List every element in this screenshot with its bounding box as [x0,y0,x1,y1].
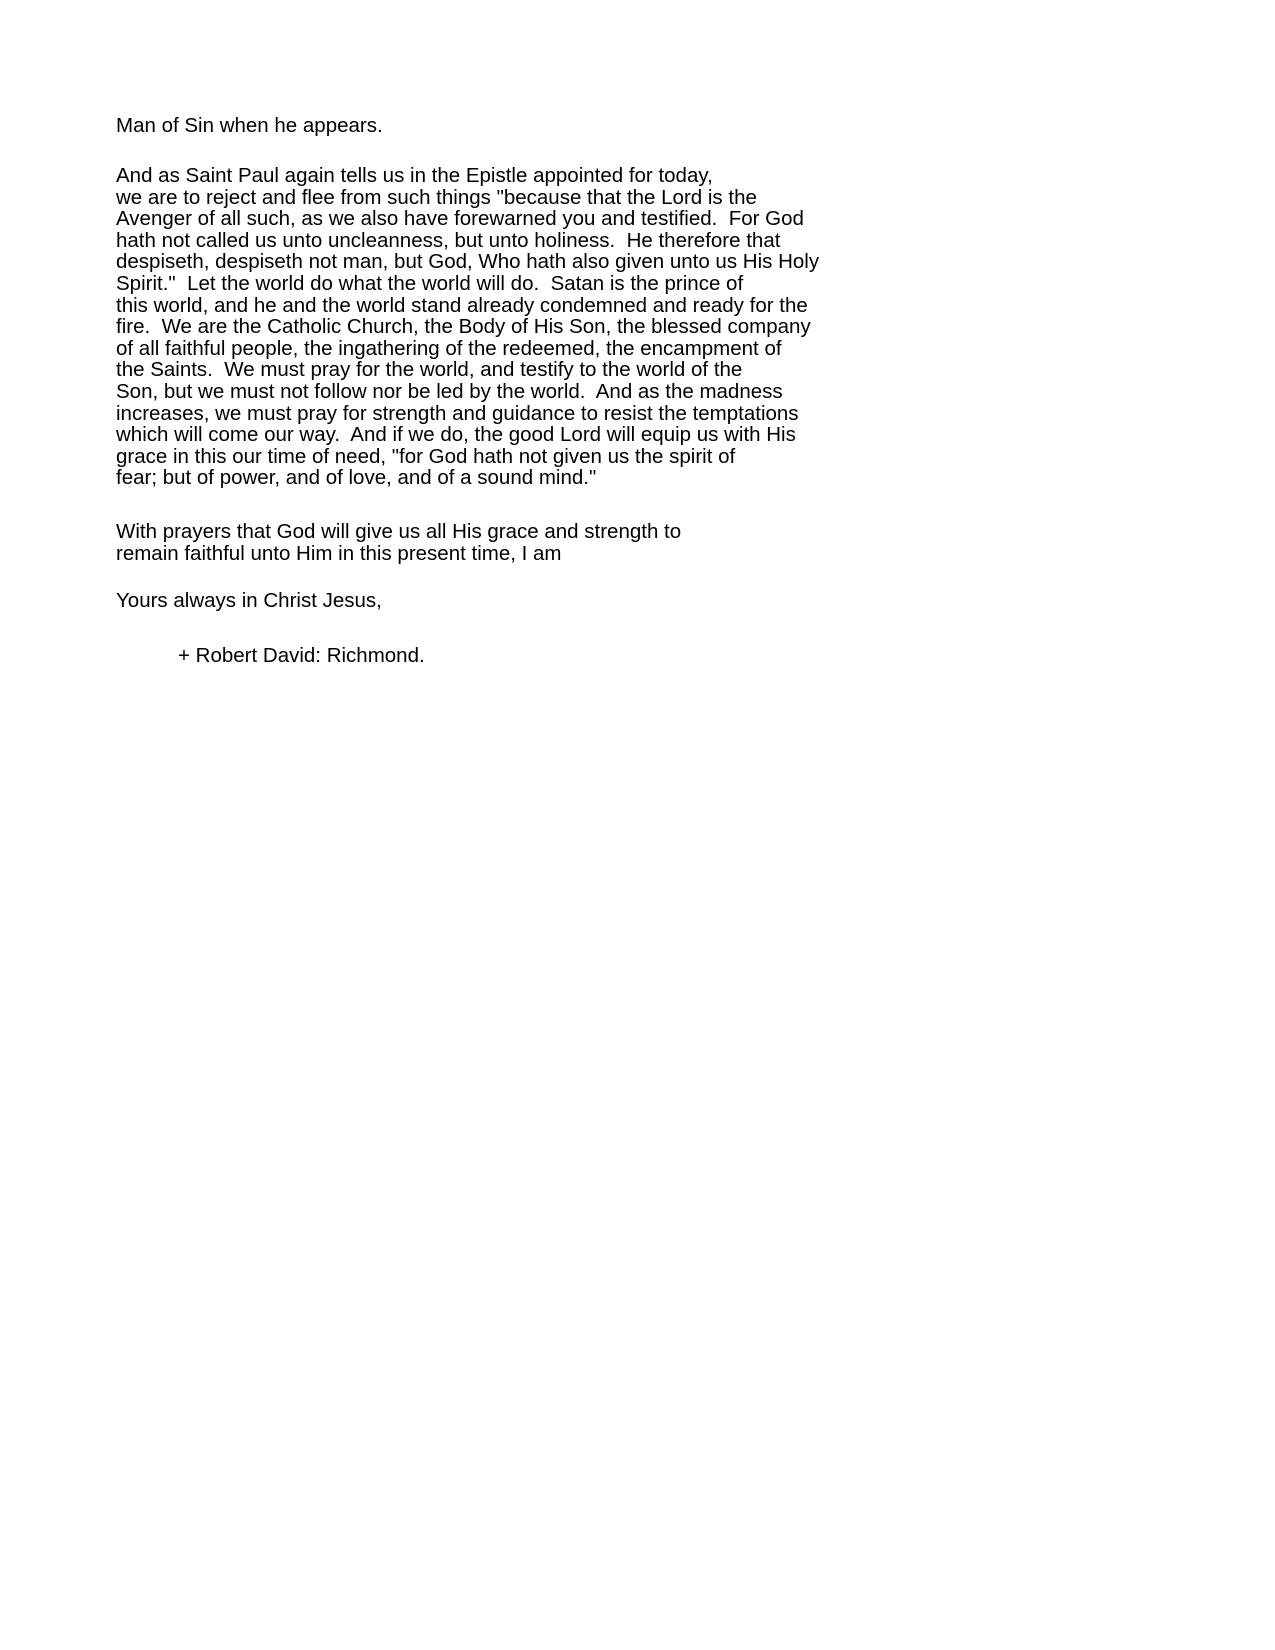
text-line: Son, but we must not follow nor be led by the world. And as the madness [116,379,783,403]
text-line: we are to reject and flee from such things "because that the Lord is the [116,185,757,209]
text-line: hath not called us unto uncleanness, but unto holiness. He therefore that [116,228,781,252]
paragraph-body [116,165,1016,489]
text-line: this world, and he and the world stand already condemned and ready for the [116,293,808,317]
text-line: remain faithful unto Him in this present time, I am [116,541,562,565]
text-line: despiseth, despiseth not man, but God, Who hath also given unto us His Holy [116,250,820,274]
text-line: grace in this our time of need, "for God hath not given us the spirit of [116,444,736,468]
closing-salutation [116,590,1016,612]
text-line: Man of Sin when he appears. [116,114,383,137]
text-line: the Saints. We must pray for the world, and testify to the world of the [116,358,743,382]
text-line: Spirit." Let the world do what the world will do. Satan is the prince of [116,271,744,295]
text-line: increases, we must pray for strength and guidance to resist the temptations [116,401,799,425]
text-line: which will come our way. And if we do, the good Lord will equip us with His [116,423,796,447]
text-line: fire. We are the Catholic Church, the Body of His Son, the blessed company [116,315,811,339]
text-line: fear; but of power, and of love, and of a sound mind." [116,466,597,490]
paragraph-opening [116,115,1016,137]
text-line: And as Saint Paul again tells us in the Epistle appointed for today, [116,164,713,187]
text-line: of all faithful people, the ingathering of the redeemed, the encampment of [116,336,782,360]
text-line: With prayers that God will give us all His grace and strength to [116,520,682,543]
signature: + Robert David: Richmond. [178,644,425,667]
text-line: Yours always in Christ Jesus, [116,589,382,612]
text-line: Avenger of all such, as we also have forewarned you and testified. For God [116,207,804,231]
paragraph-prayer [116,521,1016,564]
